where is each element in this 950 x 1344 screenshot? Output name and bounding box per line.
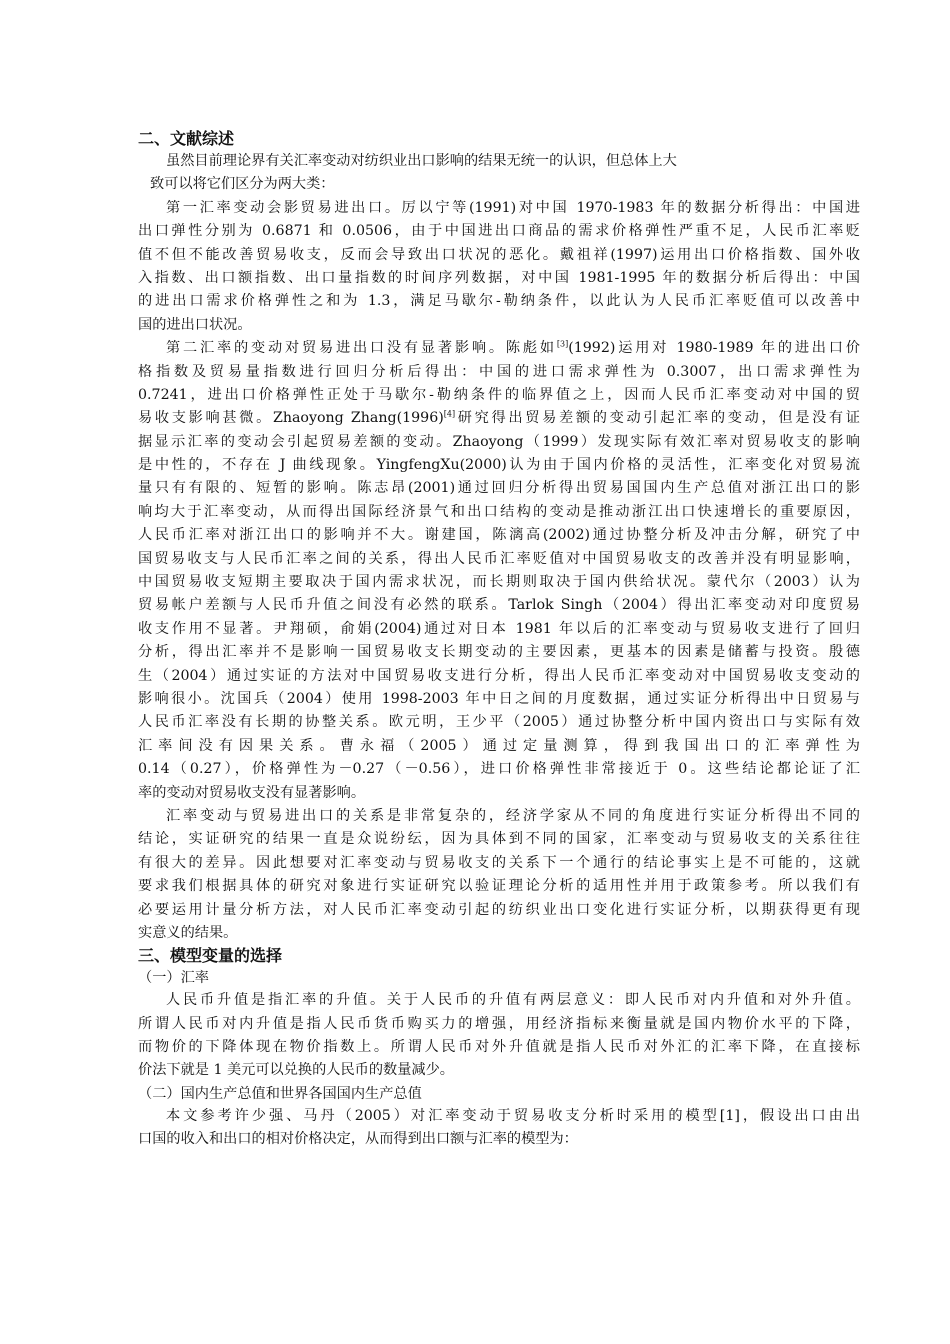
- paragraph-line: 所谓人民币对内升值是指人民币货币购买力的增强，用经济指标来衡量就是国内物价水平的下降，: [138, 1015, 860, 1032]
- paragraph-line: 易收支影响甚微。Zhaoyong Zhang(1996)[4]研究得出贸易差额的变动引起汇率的变动，但是没有证: [138, 409, 860, 427]
- paragraph-line: 响均大于汇率变动，从而得出国际经济景气和出口结构的变动是推动浙江出口快速增长的重要原因，: [138, 503, 860, 520]
- paragraph-line: 出口弹性分别为 0.6871 和 0.0506，由于中国进出口商品的需求价格弹性严重不足，人民币汇率贬: [138, 223, 860, 240]
- paragraph-line: 据显示汇率的变动会引起贸易差额的变动。Zhaoyong（1999）发现实际有效汇率对贸易收支的影响: [138, 433, 860, 450]
- paragraph-line: 第二汇率的变动对贸易进出口没有显著影响。陈彪如[3](1992)运用对 1980-1989 年的进出口价: [166, 339, 860, 357]
- page-content: [138, 128, 860, 1152]
- paragraph-line: 汇率间没有因果关系。曹永福（2005）通过定量测算，得到我国出口的汇率弹性为: [138, 737, 860, 754]
- paragraph-line: 是中性的，不存在 J 曲线现象。YingfengXu(2000)认为由于国内价格的灵活性，汇率变化对贸易流: [138, 457, 860, 474]
- citation-ref-4: [4]: [443, 409, 456, 419]
- subsection-heading-gdp: （二）国内生产总值和世界各国国内生产总值: [138, 1085, 422, 1102]
- paragraph-line: 虽然目前理论界有关汇率变动对纺织业出口影响的结果无统一的认识，但总体上大: [166, 153, 677, 169]
- paragraph-line: 分析，得出汇率并不是影响一国贸易收支长期变动的主要因素，更基本的因素是储蓄与投资。殷德: [138, 644, 860, 661]
- paragraph-line: 要求我们根据具体的研究对象进行实证研究以验证理论分析的适用性并用于政策参考。所以我们有: [138, 878, 860, 895]
- paragraph-line: 结论，实证研究的结果一直是众说纷纭，因为具体到不同的国家，汇率变动与贸易收支的关系往往: [138, 831, 860, 848]
- paragraph-gdp: [138, 1105, 860, 1152]
- paragraph-summary: [138, 805, 860, 945]
- paragraph-line: 实意义的结果。: [138, 924, 238, 941]
- paragraph-line: 收支作用不显著。尹翔硕，俞娟(2004)通过对日本 1981 年以后的汇率变动与贸易收支进行了回归: [138, 620, 860, 637]
- paragraph-line: 国的进出口状况。: [138, 316, 252, 333]
- paragraph-line: 中国贸易收支短期主要取决于国内需求状况，而长期则取决于国内供给状况。蒙代尔（2003）认为: [138, 574, 860, 591]
- paragraph-line: 必要运用计量分析方法，对人民币汇率变动引起的纺织业出口变化进行实证分析，以期获得更有现: [138, 901, 860, 918]
- paragraph-line: 率的变动对贸易收支没有显著影响。: [138, 784, 366, 801]
- paragraph-line: 的进出口需求价格弹性之和为 1.3，满足马歇尔-勒纳条件，以此认为人民币汇率贬值可以改善中: [138, 293, 860, 310]
- paragraph-line: 人民币汇率没有长期的协整关系。欧元明，王少平（2005）通过协整分析中国内资出口与实际有效: [138, 714, 860, 731]
- section-heading-literature-review: 二、文献综述: [138, 129, 235, 148]
- paragraph-line: 人民币升值是指汇率的升值。关于人民币的升值有两层意义：即人民币对内升值和对外升值。: [166, 992, 860, 1009]
- paragraph-line: 汇率变动与贸易进出口的关系是非常复杂的，经济学家从不同的角度进行实证分析得出不同的: [166, 807, 860, 824]
- paragraph-line: 第一汇率变动会影贸易进出口。厉以宁等(1991)对中国 1970-1983 年的数据分析得出：中国进: [166, 199, 860, 216]
- citation-ref-3: [3]: [556, 339, 569, 349]
- paragraph-line: 致可以将它们区分为两大类：: [150, 176, 335, 193]
- paragraph-line: 贸易帐户差额与人民币升值之间没有必然的联系。Tarlok Singh（2004）得出汇率变动对印度贸易: [138, 597, 860, 614]
- paragraph-second-view: [138, 337, 860, 805]
- paragraph-line: 口国的收入和出口的相对价格决定，从而得到出口额与汇率的模型为：: [138, 1131, 578, 1148]
- paragraph-line: 生（2004）通过实证的方法对中国贸易收支进行分析，得出人民币汇率变动对中国贸易收支变动的: [138, 667, 860, 684]
- section-heading-model-variables: 三、模型变量的选择: [138, 946, 283, 966]
- paragraph-line: 量只有有限的、短暂的影响。陈志昂(2001)通过回归分析得出贸易国国内生产总值对浙江出口的影: [138, 480, 860, 497]
- paragraph-exchange-rate: [138, 989, 860, 1083]
- paragraph-line: 0.14（0.27），价格弹性为－0.27（－0.56），进口价格弹性非常接近于 0。这些结论都论证了汇: [138, 761, 860, 778]
- paragraph-line: 而物价的下降体现在物价指数上。所谓人民币对外升值就是指人民币对外汇的汇率下降，在直接标: [138, 1039, 860, 1056]
- paragraph-line: 国贸易收支与人民币汇率之间的关系，得出人民币汇率贬值对中国贸易收支的改善并没有明显影响，: [138, 550, 860, 567]
- paragraph-line: 价法下就是 1 美元可以兑换的人民币的数量减少。: [138, 1062, 454, 1079]
- paragraph-line: 有很大的差异。因此想要对汇率变动与贸易收支的关系下一个通行的结论事实上是不可能的，这就: [138, 854, 860, 871]
- paragraph-line: 影响很小。沈国兵（2004）使用 1998-2003 年中日之间的月度数据，通过实证分析得出中日贸易与: [138, 690, 860, 707]
- paragraph-line: 0.7241，进出口价格弹性正处于马歇尔-勒纳条件的临界值之上，因而人民币汇率变动对中国的贸: [138, 386, 860, 403]
- paragraph-line: 值不但不能改善贸易收支，反而会导致出口状况的恶化。戴祖祥(1997)运用出口价格指数、国外收: [138, 246, 860, 263]
- paragraph-line: 入指数、出口额指数、出口量指数的时间序列数据，对中国 1981-1995 年的数据分析后得出：中国: [138, 269, 860, 286]
- paragraph-line: 人民币汇率对浙江出口的影响并不大。谢建国，陈漓高(2002)通过协整分析及冲击分解，研究了中: [138, 527, 860, 544]
- subsection-heading-exchange-rate: （一）汇率: [138, 970, 209, 987]
- paragraph-line: 格指数及贸易量指数进行回归分析后得出：中国的进口需求弹性为 0.3007，出口需求弹性为: [138, 363, 860, 380]
- paragraph-first-view: [138, 197, 860, 337]
- paragraph-line: 本文参考许少强、马丹（2005）对汇率变动于贸易收支分析时采用的模型[1]，假设出口由出: [166, 1107, 860, 1124]
